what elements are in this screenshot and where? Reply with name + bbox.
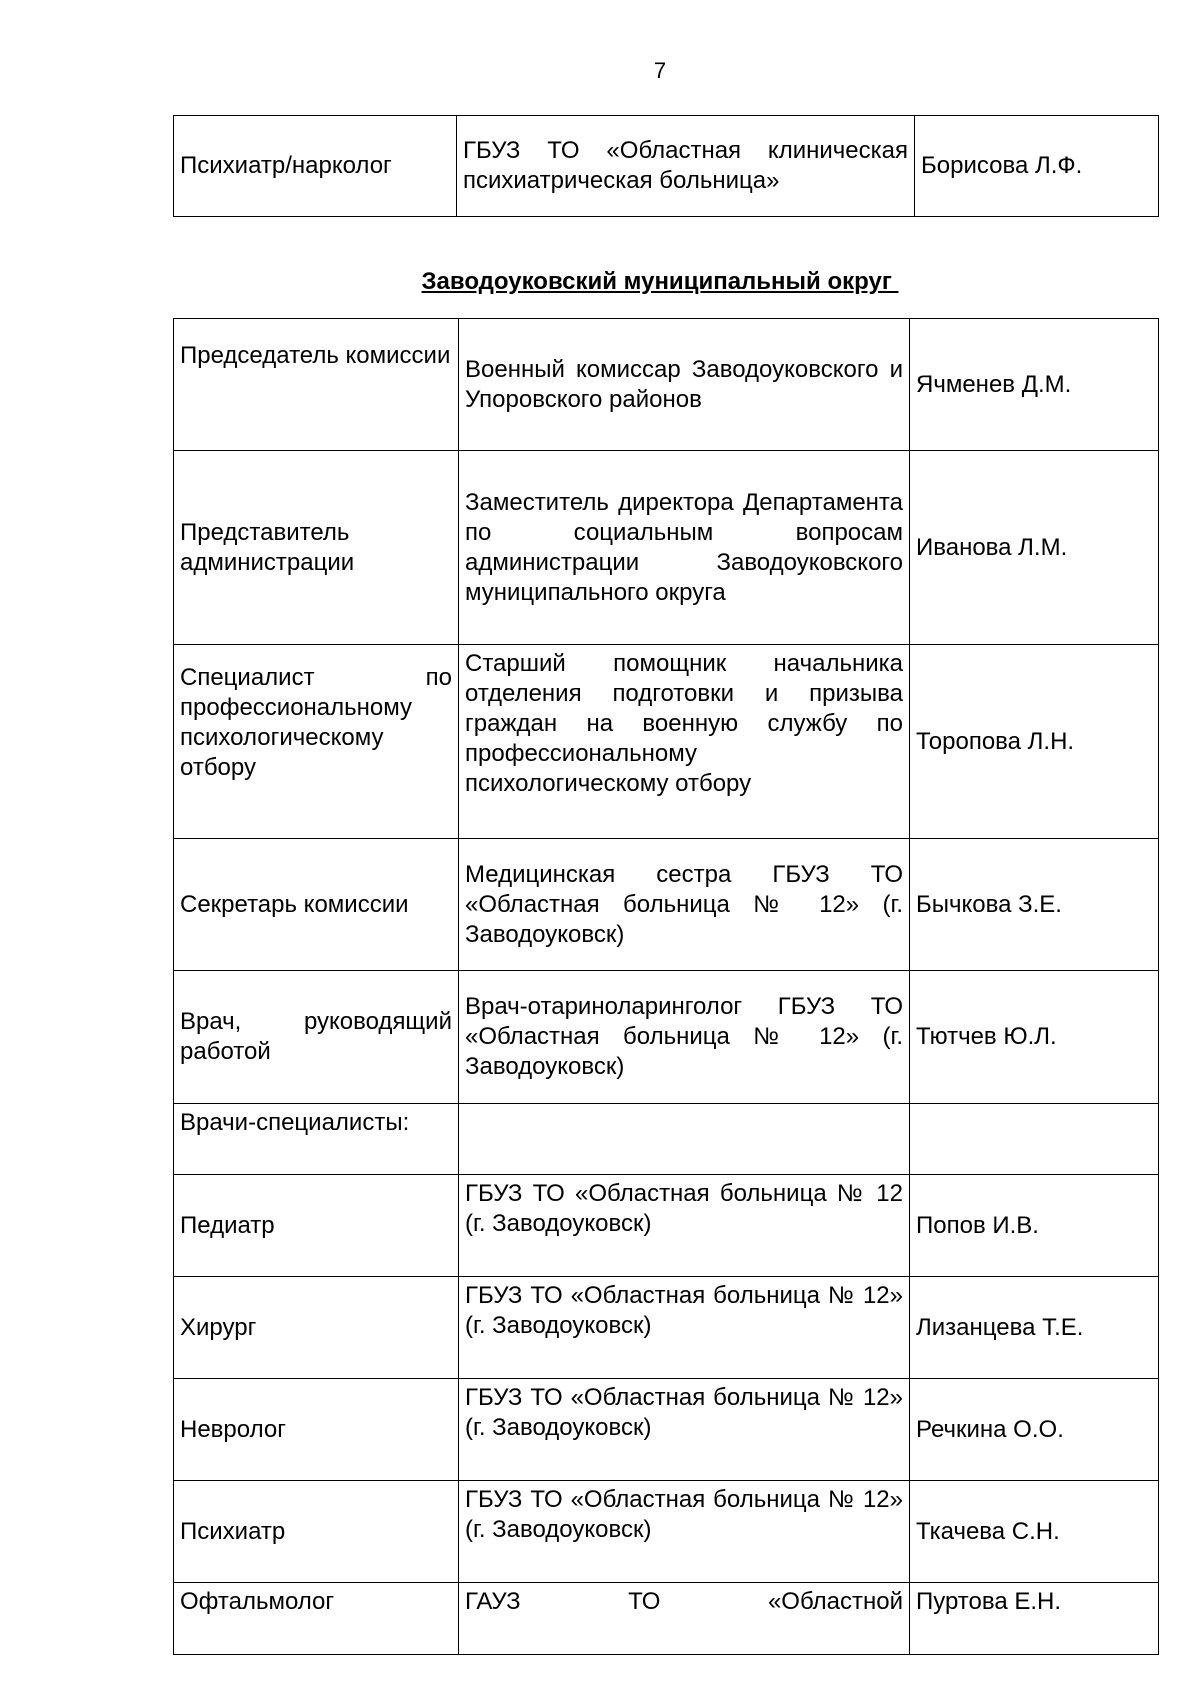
organization-cell: ГБУЗ ТО «Областная больница № 12» (г. Заводоуковск)	[459, 1481, 910, 1583]
person-name-cell: Пуртова Е.Н.	[910, 1583, 1159, 1655]
section-heading: Заводоуковский муниципальный округ	[421, 268, 899, 295]
table-row	[174, 1481, 1159, 1583]
page-number: 7	[653, 58, 667, 83]
role-cell: Специалист по профессиональному психологическому отбору	[174, 645, 459, 839]
organization-cell: Военный комиссар Заводоуковского и Упоровского районов	[459, 319, 910, 451]
commission-table-top	[173, 115, 1159, 217]
organization-cell: Старший помощник начальника отделения подготовки и призыва граждан на военную службу по профессиональному психологическому отбору	[459, 645, 910, 839]
role-cell: Врач, руководящий работой	[174, 971, 459, 1104]
table-row	[174, 1379, 1159, 1481]
table-row	[174, 1175, 1159, 1277]
organization-cell: ГБУЗ ТО «Областная больница № 12» (г. Заводоуковск)	[459, 1379, 910, 1481]
role-cell: Офтальмолог	[174, 1583, 459, 1655]
person-name-cell: Речкина О.О.	[910, 1379, 1159, 1481]
person-name-cell: Лизанцева Т.Е.	[910, 1277, 1159, 1379]
commission-table	[173, 318, 1159, 1655]
organization-cell: ГБУЗ ТО «Областная больница № 12» (г. Заводоуковск)	[459, 1277, 910, 1379]
person-name-cell: Торопова Л.Н.	[910, 645, 1159, 839]
person-name-cell: Попов И.В.	[910, 1175, 1159, 1277]
table-row	[174, 839, 1159, 971]
organization-cell: Заместитель директора Департамента по социальным вопросам администрации Заводоуковского муниципального округа	[459, 451, 910, 645]
organization-cell: ГБУЗ ТО «Областная больница № 12 (г. Заводоуковск)	[459, 1175, 910, 1277]
table-row	[174, 319, 1159, 451]
table-row	[174, 451, 1159, 645]
table-row	[174, 971, 1159, 1104]
role-cell: Психиатр	[174, 1481, 459, 1583]
role-cell: Хирург	[174, 1277, 459, 1379]
role-cell: Врачи-специалисты:	[174, 1104, 459, 1175]
role-cell: Представитель администрации	[174, 451, 459, 645]
role-cell: Педиатр	[174, 1175, 459, 1277]
role-cell: Психиатр/нарколог	[174, 116, 457, 217]
person-name-cell: Ткачева С.Н.	[910, 1481, 1159, 1583]
table-row	[174, 645, 1159, 839]
person-name-cell	[910, 1104, 1159, 1175]
role-cell: Секретарь комиссии	[174, 839, 459, 971]
table-row	[174, 1104, 1159, 1175]
organization-cell: ГБУЗ ТО «Областная клиническая психиатрическая больница»	[457, 116, 915, 217]
person-name-cell: Ячменев Д.М.	[910, 319, 1159, 451]
organization-cell	[459, 1104, 910, 1175]
organization-cell: Врач-отариноларинголог ГБУЗ ТО «Областная больница № 12» (г. Заводоуковск)	[459, 971, 910, 1104]
person-name-cell: Борисова Л.Ф.	[915, 116, 1159, 217]
person-name-cell: Бычкова З.Е.	[910, 839, 1159, 971]
organization-cell: Медицинская сестра ГБУЗ ТО «Областная больница № 12» (г. Заводоуковск)	[459, 839, 910, 971]
role-cell: Невролог	[174, 1379, 459, 1481]
table-row	[174, 1277, 1159, 1379]
role-cell: Председатель комиссии	[174, 319, 459, 451]
table-row	[174, 1583, 1159, 1655]
table-row	[174, 116, 1159, 217]
person-name-cell: Тютчев Ю.Л.	[910, 971, 1159, 1104]
organization-cell: ГАУЗ ТО «Областной	[459, 1583, 910, 1655]
person-name-cell: Иванова Л.М.	[910, 451, 1159, 645]
